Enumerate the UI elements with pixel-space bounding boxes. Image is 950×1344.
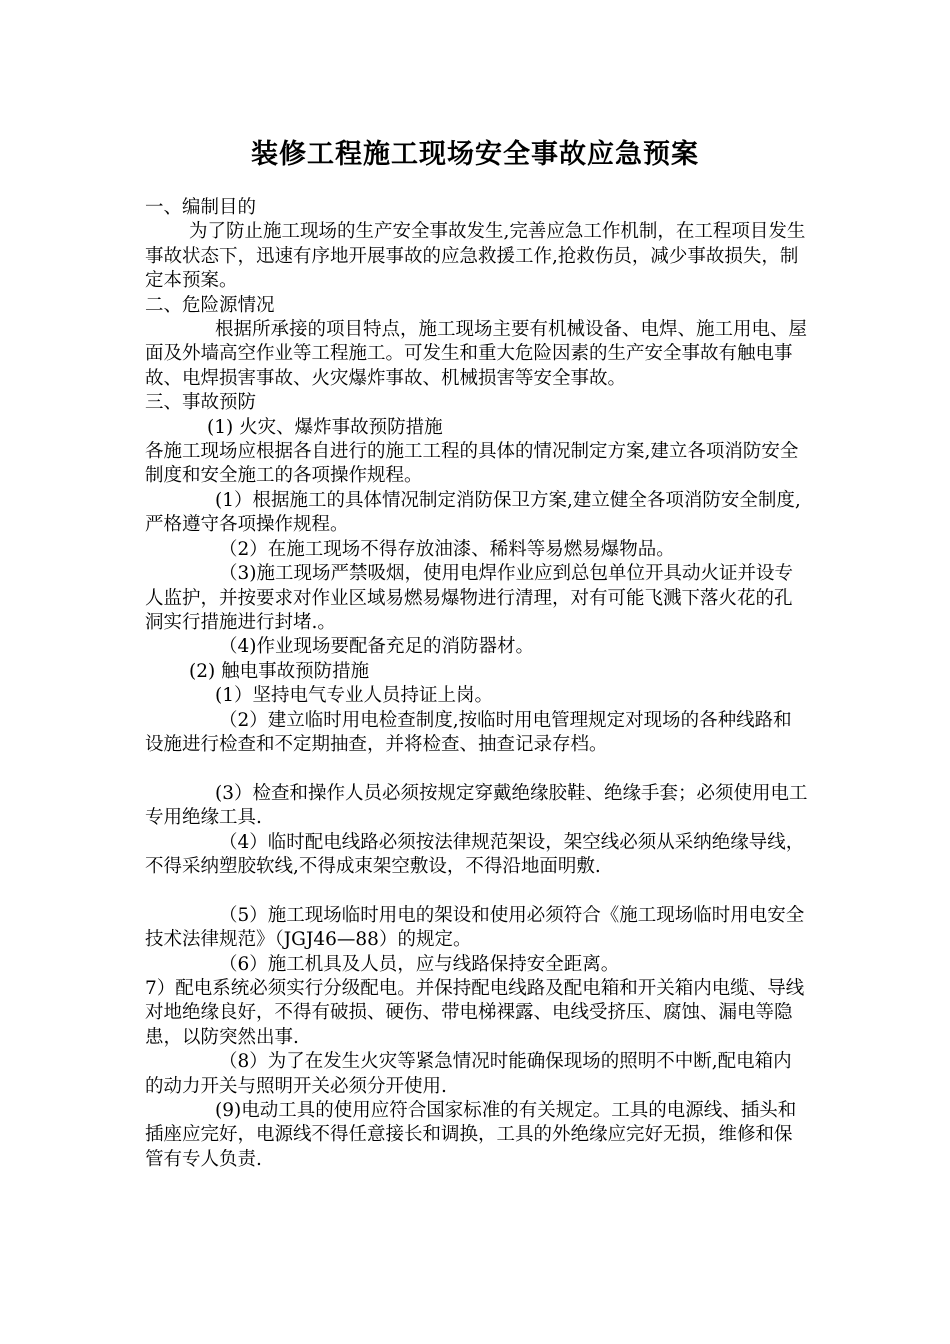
paragraph: (1) 火灾、爆炸事故预防措施 [207, 416, 443, 438]
paragraph: （3)施工现场严禁吸烟，使用电焊作业应到总包单位开具动火证并设专人监护，并按要求对作业区域易燃易爆物进行清理，对有可能飞溅下落火花的孔洞实行措施进行封堵.。 [145, 563, 793, 633]
paragraph: 二、危险源情况 [145, 294, 275, 316]
paragraph: (1）坚持电气专业人员持证上岗。 [215, 685, 493, 707]
blank-line [145, 757, 810, 781]
paragraph: 一、编制目的 [145, 197, 257, 218]
paragraph: （5）施工现场临时用电的架设和使用必须符合《施工现场临时用电安全技术法律规范》（JGJ46—88）的规定。 [145, 904, 805, 951]
paragraph: （6）施工机具及人员，应与线路保持安全距离。 [219, 953, 620, 975]
blank-line [145, 879, 810, 903]
paragraph: （8）为了在发生火灾等紧急情况时能确保现场的照明不中断,配电箱内的动力开关与照明开关必须分开使用. [145, 1051, 792, 1097]
paragraph: （4）临时配电线路必须按法律规范架设，架空线必须从采纳绝缘导线，不得采纳塑胶软线,不得成束架空敷设，不得沿地面明敷. [145, 831, 805, 877]
paragraph: 7）配电系统必须实行分级配电。并保持配电线路及配电箱和开关箱内电缆、导线对地绝缘良好，不得有破损、硬伤、带电梯裸露、电线受挤压、腐蚀、漏电等隐患，以防突然出事. [145, 977, 805, 1048]
paragraph: 三、事故预防 [145, 392, 257, 414]
document-body [145, 196, 810, 1172]
paragraph: （2）在施工现场不得存放油漆、稀料等易燃易爆物品。 [219, 538, 675, 560]
paragraph: (2) 触电事故预防措施 [189, 660, 370, 682]
paragraph: (9)电动工具的使用应符合国家标准的有关规定。工具的电源线、插头和插座应完好，电源线不得任意接长和调换，工具的外绝缘应完好无损，维修和保管有专人负责. [145, 1100, 797, 1170]
paragraph: （4)作业现场要配备充足的消防器材。 [219, 636, 534, 658]
paragraph: 各施工现场应根据各自进行的施工工程的具体的情况制定方案,建立各项消防安全制度和安全施工的各项操作规程。 [145, 441, 799, 487]
paragraph: 根据所承接的项目特点，施工现场主要有机械设备、电焊、施工用电、屋面及外墙高空作业等工程施工。可发生和重大危险因素的生产安全事故有触电事故、电焊损害事故、火灾爆炸事故、机械损害等安全事故。 [145, 319, 808, 389]
document-title: 装修工程施工现场安全事故应急预案 [251, 139, 699, 170]
paragraph: (3）检查和操作人员必须按规定穿戴绝缘胶鞋、绝缘手套；必须使用电工专用绝缘工具. [145, 782, 808, 829]
paragraph: （2）建立临时用电检查制度,按临时用电管理规定对现场的各种线路和设施进行检查和不定期抽查，并将检查、抽查记录存档。 [145, 709, 792, 755]
paragraph: 为了防止施工现场的生产安全事故发生,完善应急工作机制，在工程项目发生事故状态下，迅速有序地开展事故的应急救援工作,抢救伤员，减少事故损失，制定本预案。 [145, 221, 806, 292]
paragraph: (1）根据施工的具体情况制定消防保卫方案,建立健全各项消防安全制度,严格遵守各项操作规程。 [145, 489, 801, 536]
